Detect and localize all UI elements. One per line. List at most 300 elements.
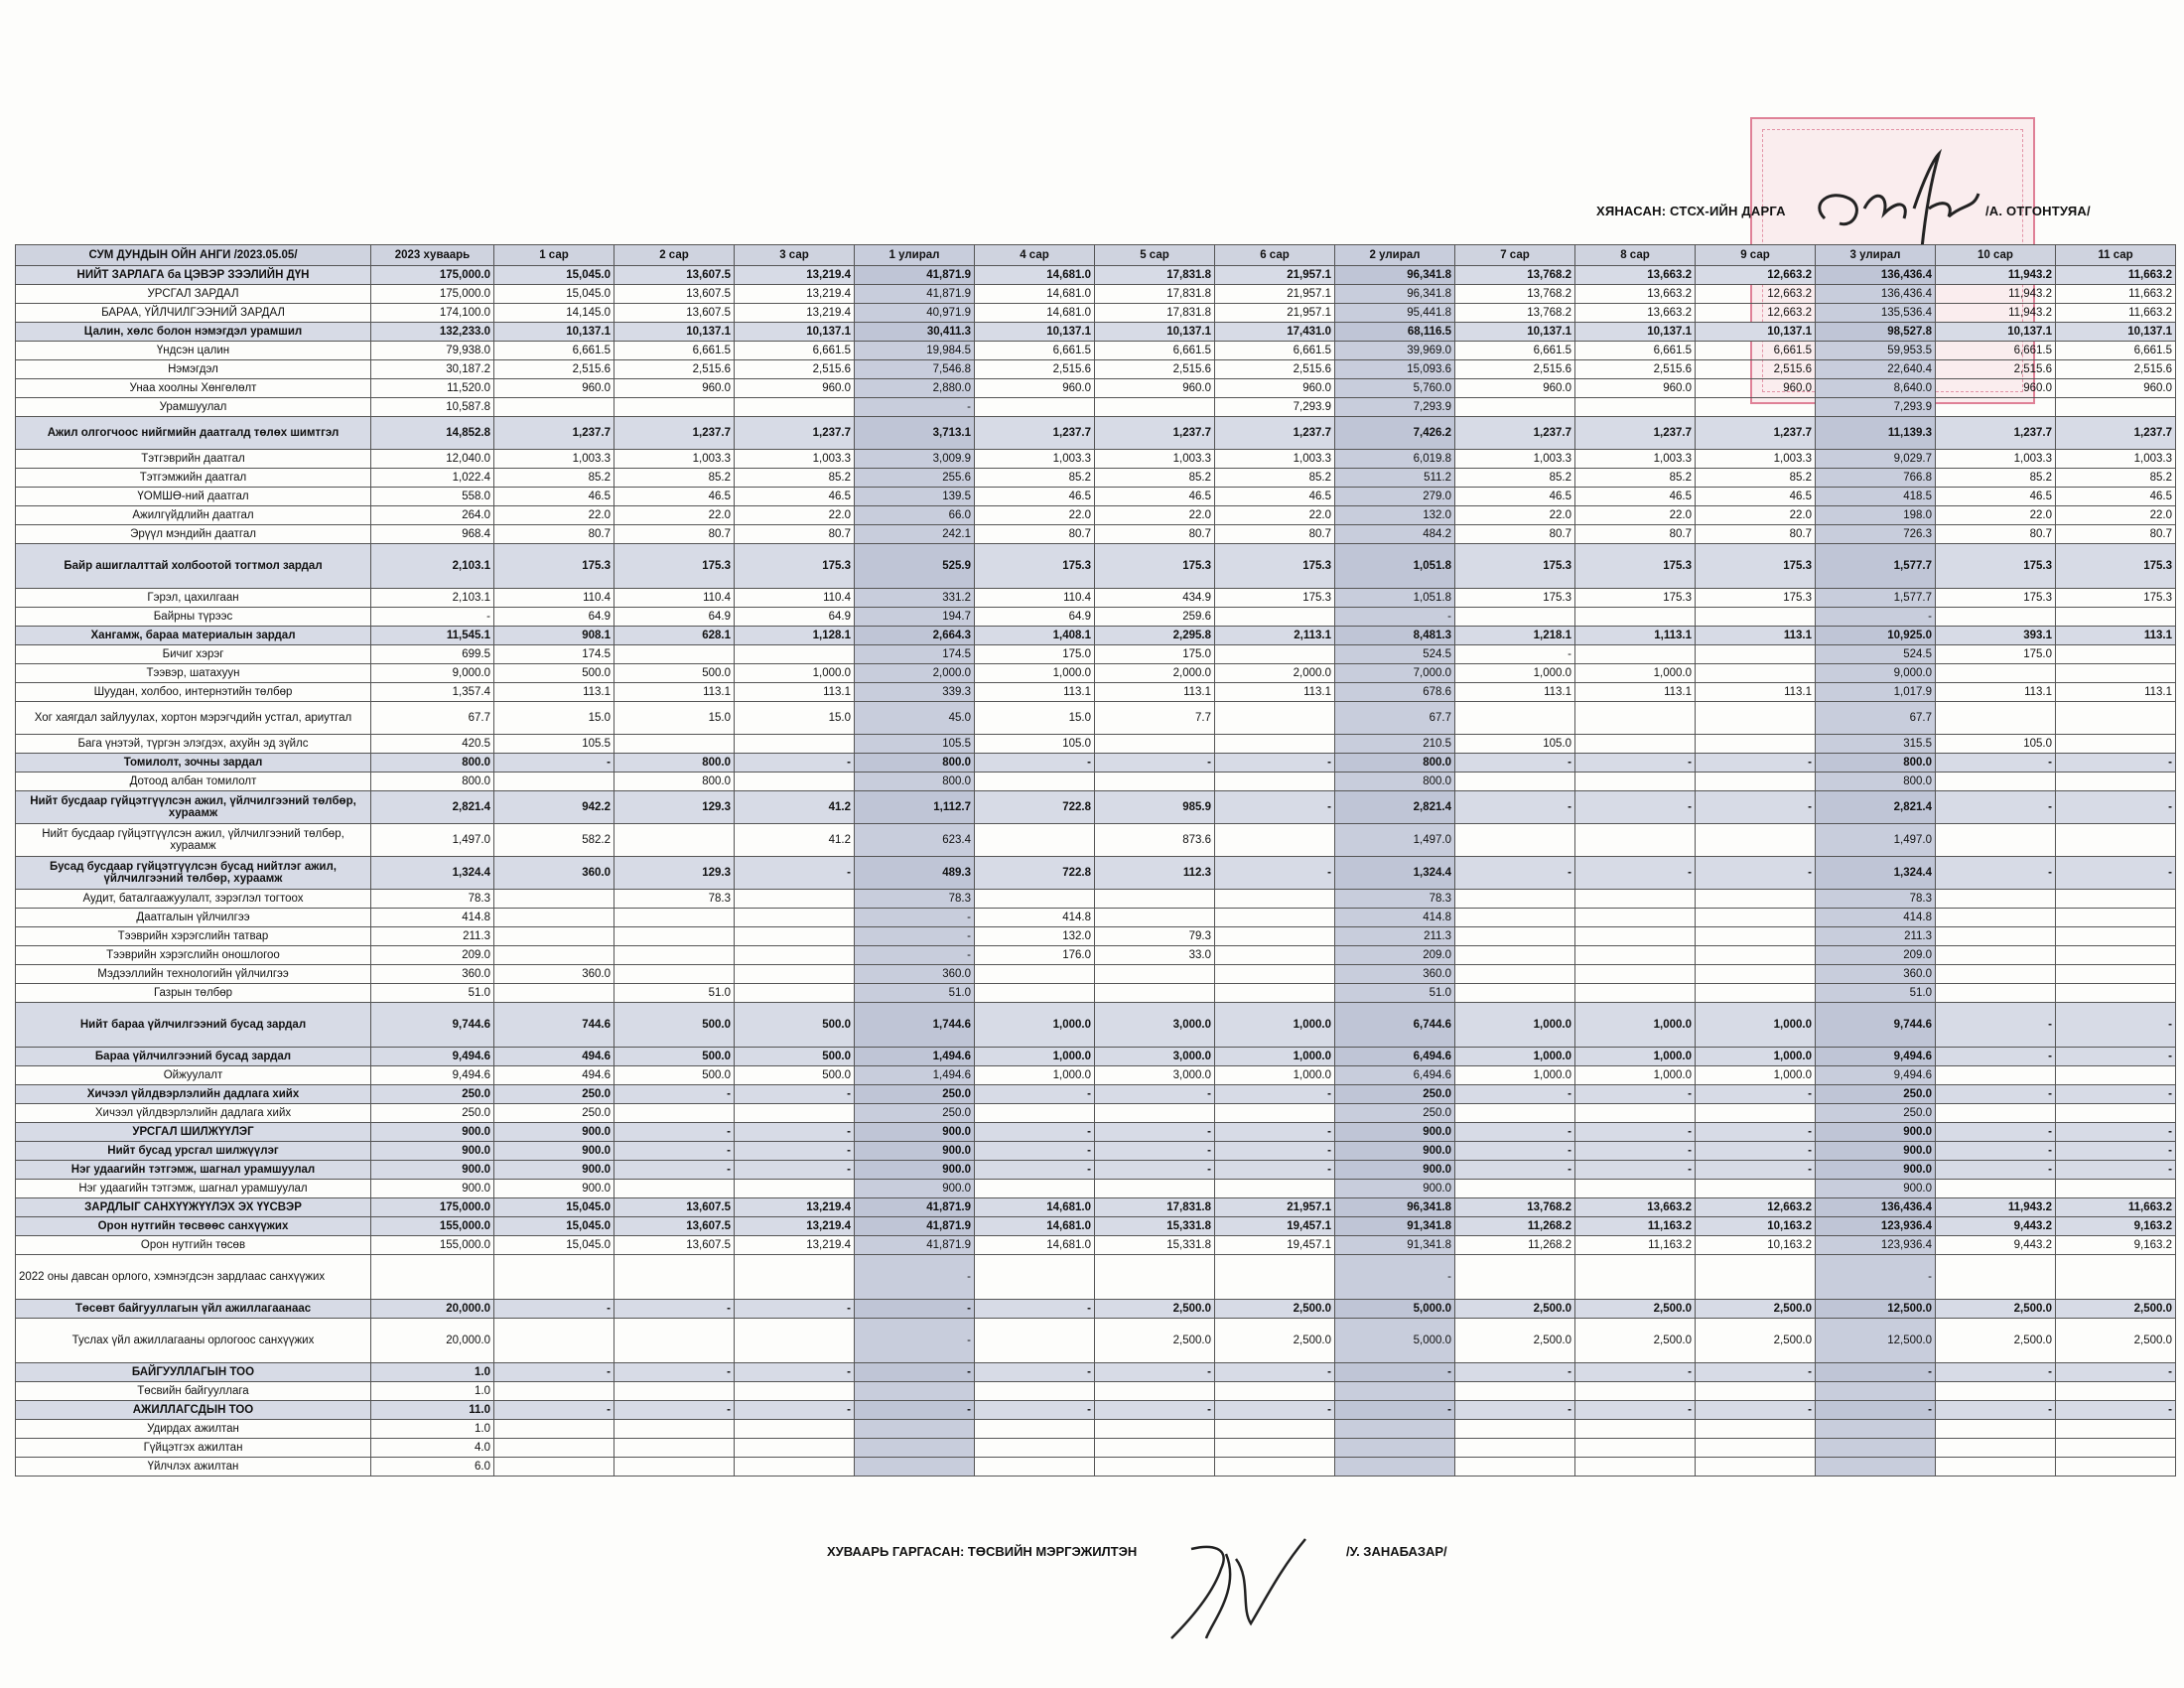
table-cell: - [1095, 1142, 1215, 1161]
table-cell: 434.9 [1095, 589, 1215, 608]
table-cell: 136,436.4 [1816, 1198, 1936, 1217]
table-cell: - [735, 1161, 855, 1180]
table-cell [1936, 1180, 2056, 1198]
table-cell: 13,607.5 [614, 1198, 735, 1217]
table-cell [1095, 965, 1215, 984]
table-cell: - [1455, 1161, 1575, 1180]
table-cell: - [2056, 791, 2176, 824]
table-cell: - [1816, 608, 1936, 627]
table-cell [1696, 1420, 1816, 1439]
table-cell [1215, 735, 1335, 754]
table-cell: 250.0 [855, 1085, 975, 1104]
table-cell: 1,324.4 [1816, 857, 1936, 890]
table-row [16, 1217, 2176, 1236]
table-cell: 8,640.0 [1816, 379, 1936, 398]
row-label: Байр ашиглалттай холбоотой тогтмол зардал [16, 544, 371, 589]
table-cell: 85.2 [2056, 469, 2176, 488]
table-cell: 1,237.7 [1215, 417, 1335, 450]
table-cell [1936, 1066, 2056, 1085]
table-cell: - [855, 1363, 975, 1382]
table-cell [975, 1382, 1095, 1401]
table-cell [975, 1104, 1095, 1123]
table-cell: 250.0 [1816, 1085, 1936, 1104]
table-cell: 209.0 [1335, 946, 1455, 965]
table-cell: - [1816, 1401, 1936, 1420]
table-cell: 250.0 [855, 1104, 975, 1123]
row-label: Бараа үйлчилгээний бусад зардал [16, 1048, 371, 1066]
table-cell: 135,536.4 [1816, 304, 1936, 323]
table-cell: 1,237.7 [1455, 417, 1575, 450]
table-cell: 800.0 [614, 754, 735, 773]
table-cell: 78.3 [371, 890, 494, 909]
table-cell: 51.0 [855, 984, 975, 1003]
table-cell: 339.3 [855, 683, 975, 702]
table-cell: 22.0 [1936, 506, 2056, 525]
row-label: Үйлчлэх ажилтан [16, 1458, 371, 1477]
table-cell [1936, 1420, 2056, 1439]
table-cell: 11,943.2 [1936, 285, 2056, 304]
table-cell [1215, 1420, 1335, 1439]
table-cell [1095, 1255, 1215, 1300]
table-cell: 15,045.0 [494, 1217, 614, 1236]
table-cell: 85.2 [735, 469, 855, 488]
table-cell: 15.0 [614, 702, 735, 735]
table-cell [1575, 984, 1696, 1003]
table-cell: 1,000.0 [1215, 1003, 1335, 1048]
table-cell: 209.0 [1816, 946, 1936, 965]
table-cell [1215, 824, 1335, 857]
table-cell: 80.7 [1455, 525, 1575, 544]
table-cell [1455, 1255, 1575, 1300]
table-cell: 175.3 [494, 544, 614, 589]
table-cell: 175.3 [1936, 589, 2056, 608]
table-cell: 960.0 [1575, 379, 1696, 398]
table-cell [1095, 735, 1215, 754]
table-cell [614, 645, 735, 664]
table-cell: 3,000.0 [1095, 1003, 1215, 1048]
table-cell: 41,871.9 [855, 285, 975, 304]
table-cell: - [494, 1363, 614, 1382]
table-cell: 41,871.9 [855, 1236, 975, 1255]
table-cell: 14,681.0 [975, 1236, 1095, 1255]
table-cell: 20,000.0 [371, 1300, 494, 1319]
table-cell: 80.7 [975, 525, 1095, 544]
table-row [16, 791, 2176, 824]
table-cell [735, 1458, 855, 1477]
table-cell: 78.3 [614, 890, 735, 909]
table-cell: 2,515.6 [1215, 360, 1335, 379]
table-cell [1455, 702, 1575, 735]
table-cell: - [1215, 1401, 1335, 1420]
table-cell: - [975, 1401, 1095, 1420]
table-cell: 13,219.4 [735, 285, 855, 304]
row-label: Цалин, хөлс болон нэмэгдэл урамшил [16, 323, 371, 342]
table-cell: 113.1 [614, 683, 735, 702]
header-period: 11 сар [2056, 245, 2176, 266]
table-cell: 500.0 [614, 1048, 735, 1066]
header-period: 3 сар [735, 245, 855, 266]
table-cell: 800.0 [1816, 773, 1936, 791]
table-cell: 500.0 [614, 1066, 735, 1085]
table-cell [494, 1319, 614, 1363]
approval-label: ХЯНАСАН: СТСХ-ИЙН ДАРГА [1596, 204, 1786, 218]
table-cell: 900.0 [371, 1142, 494, 1161]
table-cell: - [1575, 1142, 1696, 1161]
table-cell: 22.0 [1215, 506, 1335, 525]
table-row [16, 417, 2176, 450]
table-cell: - [1335, 1363, 1455, 1382]
table-cell [975, 1319, 1095, 1363]
table-cell: 155,000.0 [371, 1217, 494, 1236]
table-cell: 2,500.0 [1696, 1300, 1816, 1319]
table-cell: 105.0 [1455, 735, 1575, 754]
table-cell: 175,000.0 [371, 266, 494, 285]
row-label: Мэдээллийн технологийн үйлчилгээ [16, 965, 371, 984]
table-cell: 2,500.0 [1575, 1319, 1696, 1363]
header-title: СУМ ДУНДЫН ОЙН АНГИ /2023.05.05/ [16, 245, 371, 266]
table-cell: 64.9 [494, 608, 614, 627]
table-cell: - [1575, 1123, 1696, 1142]
table-cell: 175.3 [1095, 544, 1215, 589]
table-cell [2056, 909, 2176, 927]
table-cell: 59,953.5 [1816, 342, 1936, 360]
row-label: Нийт бусад урсгал шилжүүлэг [16, 1142, 371, 1161]
table-cell: - [1095, 754, 1215, 773]
table-cell: 211.3 [1335, 927, 1455, 946]
table-cell: 2,515.6 [2056, 360, 2176, 379]
table-cell: 41.2 [735, 824, 855, 857]
table-cell [1575, 1104, 1696, 1123]
table-cell [614, 1104, 735, 1123]
table-cell: 6,661.5 [494, 342, 614, 360]
table-cell [614, 1319, 735, 1363]
table-cell: - [371, 608, 494, 627]
table-row [16, 1300, 2176, 1319]
table-cell [614, 946, 735, 965]
table-cell: 12,663.2 [1696, 266, 1816, 285]
table-cell: 17,431.0 [1215, 323, 1335, 342]
table-cell [735, 1255, 855, 1300]
table-cell: 85.2 [614, 469, 735, 488]
table-row [16, 754, 2176, 773]
table-cell [2056, 702, 2176, 735]
table-cell: 12,663.2 [1696, 1198, 1816, 1217]
table-cell: 1,237.7 [1936, 417, 2056, 450]
table-cell: 250.0 [494, 1085, 614, 1104]
table-cell: 11,943.2 [1936, 304, 2056, 323]
table-cell: 1,237.7 [1095, 417, 1215, 450]
table-cell: - [1575, 857, 1696, 890]
table-cell [494, 398, 614, 417]
table-cell: 800.0 [1816, 754, 1936, 773]
table-cell [1696, 773, 1816, 791]
table-cell: 22.0 [735, 506, 855, 525]
table-cell [1095, 1180, 1215, 1198]
table-cell: 7,546.8 [855, 360, 975, 379]
table-cell: 500.0 [614, 664, 735, 683]
table-cell: 3,000.0 [1095, 1048, 1215, 1066]
table-cell: 80.7 [1095, 525, 1215, 544]
table-cell [1936, 984, 2056, 1003]
table-cell [2056, 1420, 2176, 1439]
table-cell: 6,661.5 [735, 342, 855, 360]
table-cell: 79,938.0 [371, 342, 494, 360]
table-cell: 10,137.1 [735, 323, 855, 342]
table-cell: - [735, 1085, 855, 1104]
table-cell: 360.0 [855, 965, 975, 984]
table-cell: 85.2 [494, 469, 614, 488]
table-cell [1575, 608, 1696, 627]
table-cell [1575, 1458, 1696, 1477]
header-period: 8 сар [1575, 245, 1696, 266]
table-cell: 5,000.0 [1335, 1319, 1455, 1363]
table-cell: 900.0 [494, 1180, 614, 1198]
row-label: Шуудан, холбоо, интернэтийн төлбөр [16, 683, 371, 702]
table-cell [1696, 664, 1816, 683]
table-row [16, 702, 2176, 735]
table-cell [614, 927, 735, 946]
table-cell [614, 1255, 735, 1300]
table-cell: 46.5 [1455, 488, 1575, 506]
table-cell: - [1575, 791, 1696, 824]
table-cell: - [1455, 857, 1575, 890]
table-cell [1816, 1439, 1936, 1458]
row-label: Бичиг хэрэг [16, 645, 371, 664]
row-label: Хог хаягдал зайлуулах, хортон мэрэгчдийн устгал, ариутгал [16, 702, 371, 735]
table-row [16, 1161, 2176, 1180]
table-cell: 250.0 [371, 1085, 494, 1104]
table-cell [1696, 909, 1816, 927]
table-cell [735, 645, 855, 664]
table-cell: 175.3 [975, 544, 1095, 589]
table-cell: 1,003.3 [2056, 450, 2176, 469]
table-cell: 900.0 [855, 1123, 975, 1142]
table-cell [2056, 1255, 2176, 1300]
table-cell: 46.5 [494, 488, 614, 506]
table-cell: - [1696, 1161, 1816, 1180]
table-cell: 1,022.4 [371, 469, 494, 488]
table-cell: 113.1 [975, 683, 1095, 702]
table-cell: 2,000.0 [1215, 664, 1335, 683]
table-cell [735, 1180, 855, 1198]
table-cell: 250.0 [494, 1104, 614, 1123]
table-cell: - [735, 1401, 855, 1420]
row-label: Удирдах ажилтан [16, 1420, 371, 1439]
table-cell: 10,137.1 [1095, 323, 1215, 342]
table-cell [1455, 608, 1575, 627]
table-cell [1215, 965, 1335, 984]
table-cell: 46.5 [614, 488, 735, 506]
table-cell: 91,341.8 [1335, 1236, 1455, 1255]
table-cell: 800.0 [855, 773, 975, 791]
table-cell: 722.8 [975, 857, 1095, 890]
table-cell: 113.1 [2056, 627, 2176, 645]
table-cell [1936, 1458, 2056, 1477]
table-cell: - [1095, 1123, 1215, 1142]
table-cell: 14,145.0 [494, 304, 614, 323]
table-cell: 96,341.8 [1335, 285, 1455, 304]
table-cell [2056, 645, 2176, 664]
table-cell [1455, 773, 1575, 791]
row-label: Хичээл үйлдвэрлэлийн дадлага хийх [16, 1085, 371, 1104]
table-cell [1095, 398, 1215, 417]
table-cell [494, 946, 614, 965]
table-cell: 112.3 [1095, 857, 1215, 890]
table-cell [735, 946, 855, 965]
table-cell [614, 1382, 735, 1401]
table-cell: 500.0 [735, 1003, 855, 1048]
table-cell: 500.0 [494, 664, 614, 683]
table-cell: - [1215, 857, 1335, 890]
row-label: Төсөвт байгууллагын үйл ажиллагаанаас [16, 1300, 371, 1319]
table-cell: 2,113.1 [1215, 627, 1335, 645]
table-cell: 1,051.8 [1335, 589, 1455, 608]
table-cell: 30,411.3 [855, 323, 975, 342]
table-cell: 80.7 [735, 525, 855, 544]
table-cell [614, 398, 735, 417]
table-cell: 211.3 [1816, 927, 1936, 946]
table-cell: - [1936, 1401, 2056, 1420]
table-cell: - [2056, 1401, 2176, 1420]
table-row [16, 1066, 2176, 1085]
table-cell: 19,457.1 [1215, 1217, 1335, 1236]
table-cell: - [1095, 1363, 1215, 1382]
row-label: Байрны түрээс [16, 608, 371, 627]
table-cell: 198.0 [1816, 506, 1936, 525]
table-cell: 17,831.8 [1095, 304, 1215, 323]
table-cell: - [1095, 1401, 1215, 1420]
table-cell [735, 1439, 855, 1458]
table-cell: 110.4 [494, 589, 614, 608]
table-cell: - [735, 1142, 855, 1161]
table-cell: 13,663.2 [1575, 1198, 1696, 1217]
table-cell [1095, 1104, 1215, 1123]
table-row [16, 469, 2176, 488]
table-cell: 900.0 [855, 1161, 975, 1180]
table-cell: 78.3 [1816, 890, 1936, 909]
table-cell: 12,500.0 [1816, 1300, 1936, 1319]
table-cell: 960.0 [1455, 379, 1575, 398]
table-cell: 85.2 [1095, 469, 1215, 488]
table-cell: 17,831.8 [1095, 285, 1215, 304]
table-cell: 105.5 [494, 735, 614, 754]
table-row [16, 1142, 2176, 1161]
table-cell: 1,000.0 [1575, 1066, 1696, 1085]
table-cell [1215, 1382, 1335, 1401]
table-cell [1696, 984, 1816, 1003]
table-cell: 9,744.6 [371, 1003, 494, 1048]
table-cell: 6,661.5 [1455, 342, 1575, 360]
table-cell: 21,957.1 [1215, 285, 1335, 304]
table-row [16, 890, 2176, 909]
table-cell: 15.0 [735, 702, 855, 735]
table-cell: - [855, 1401, 975, 1420]
table-cell: - [1936, 1363, 2056, 1382]
table-cell: 22.0 [975, 506, 1095, 525]
table-cell: 900.0 [1335, 1123, 1455, 1142]
table-cell: 1,000.0 [1575, 1003, 1696, 1048]
table-cell: 10,163.2 [1696, 1217, 1816, 1236]
table-cell: 175.3 [614, 544, 735, 589]
table-cell [614, 1180, 735, 1198]
table-row [16, 824, 2176, 857]
table-cell: 175.3 [2056, 544, 2176, 589]
table-cell [1936, 608, 2056, 627]
table-cell [2056, 1458, 2176, 1477]
table-cell: - [1455, 645, 1575, 664]
table-cell: 5,000.0 [1335, 1300, 1455, 1319]
table-cell: 678.6 [1335, 683, 1455, 702]
table-cell: - [1215, 754, 1335, 773]
table-cell: 110.4 [735, 589, 855, 608]
table-cell: 1,237.7 [735, 417, 855, 450]
table-cell: - [735, 754, 855, 773]
table-cell [2056, 608, 2176, 627]
approval-name: /А. ОТГОНТУЯА/ [1985, 204, 2091, 218]
table-cell [1696, 398, 1816, 417]
header-period: 5 сар [1095, 245, 1215, 266]
table-cell: 15.0 [975, 702, 1095, 735]
table-cell: 582.2 [494, 824, 614, 857]
table-cell: 10,137.1 [1696, 323, 1816, 342]
table-cell [1575, 1255, 1696, 1300]
table-cell: 1,237.7 [494, 417, 614, 450]
table-cell: 11,663.2 [2056, 1198, 2176, 1217]
table-cell: 2,500.0 [2056, 1300, 2176, 1319]
row-label: Нийт бусдаар гүйцэтгүүлсэн ажил, үйлчилгээний төлбөр, хураамж [16, 824, 371, 857]
table-row [16, 488, 2176, 506]
table-cell [1215, 1439, 1335, 1458]
table-cell: - [1575, 1085, 1696, 1104]
table-cell: 500.0 [735, 1048, 855, 1066]
row-label: Ажил олгогчоос нийгмийн даатгалд төлөх шимтгэл [16, 417, 371, 450]
table-cell: 46.5 [1696, 488, 1816, 506]
table-cell [1816, 1382, 1936, 1401]
table-cell: 64.9 [975, 608, 1095, 627]
table-cell: 13,768.2 [1455, 1198, 1575, 1217]
row-label: Эрүүл мэндийн даатгал [16, 525, 371, 544]
table-cell: 722.8 [975, 791, 1095, 824]
table-cell: 113.1 [1936, 683, 2056, 702]
table-cell [614, 909, 735, 927]
table-cell: - [1575, 1363, 1696, 1382]
table-cell: 489.3 [855, 857, 975, 890]
table-cell: - [1335, 608, 1455, 627]
table-cell [1816, 1420, 1936, 1439]
table-cell [614, 824, 735, 857]
table-cell [975, 398, 1095, 417]
table-cell [2056, 735, 2176, 754]
row-label: 2022 оны давсан орлого, хэмнэгдсэн зардлаас санхүүжих [16, 1255, 371, 1300]
table-cell: 13,768.2 [1455, 266, 1575, 285]
table-cell [1696, 1382, 1816, 1401]
table-cell: 80.7 [614, 525, 735, 544]
table-cell: 10,137.1 [1936, 323, 2056, 342]
table-row [16, 1085, 2176, 1104]
table-cell: 13,768.2 [1455, 285, 1575, 304]
table-cell: - [1575, 754, 1696, 773]
table-cell [1575, 1439, 1696, 1458]
table-cell: - [1936, 857, 2056, 890]
table-cell: 6,744.6 [1335, 1003, 1455, 1048]
table-row [16, 1255, 2176, 1300]
row-label: Хангамж, бараа материалын зардал [16, 627, 371, 645]
table-cell: - [1215, 1363, 1335, 1382]
table-cell: 129.3 [614, 791, 735, 824]
table-cell: - [1696, 791, 1816, 824]
table-cell [1936, 890, 2056, 909]
table-cell: 9,163.2 [2056, 1217, 2176, 1236]
